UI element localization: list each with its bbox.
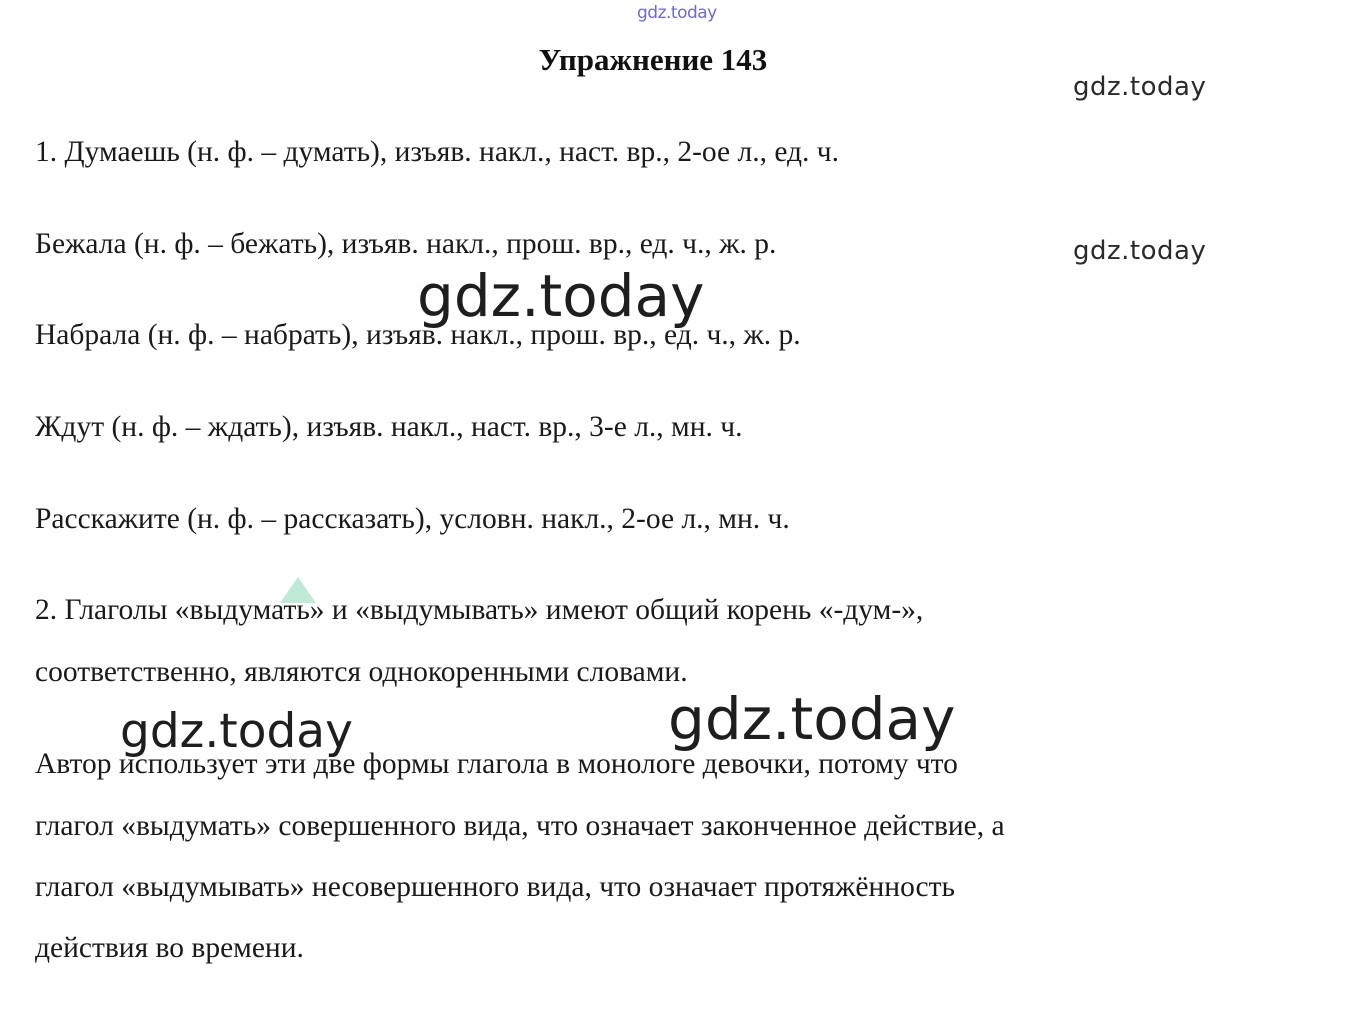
watermark-large: gdz.today — [668, 685, 956, 753]
watermark-medium: gdz.today — [120, 704, 353, 759]
watermark-top: gdz.today — [637, 3, 717, 23]
text-line: Ждут (н. ф. – ждать), изъяв. накл., наст. вр., 3-е л., мн. ч. — [35, 411, 743, 443]
triangle-mark-icon — [280, 577, 316, 603]
watermark-large: gdz.today — [417, 262, 705, 330]
text-line: глагол «выдумывать» несовершенного вида, что означает протяжённость — [35, 871, 955, 903]
text-line: Расскажите (н. ф. – рассказать), условн. накл., 2-ое л., мн. ч. — [35, 503, 790, 535]
text-line: 2. Глаголы «выдумать» и «выдумывать» имеют общий корень «-дум-», — [35, 594, 924, 626]
text-line: Набрала (н. ф. – набрать), изъяв. накл., прош. вр., ед. ч., ж. р. — [35, 319, 801, 351]
text-line: соответственно, являются однокоренными словами. — [35, 656, 688, 688]
watermark-small: gdz.today — [1073, 236, 1207, 266]
text-line: глагол «выдумать» совершенного вида, что означает законченное действие, а — [35, 810, 1005, 842]
text-line: действия во времени. — [35, 932, 304, 964]
text-line: 1. Думаешь (н. ф. – думать), изъяв. накл., наст. вр., 2-ое л., ед. ч. — [35, 136, 839, 168]
watermark-small: gdz.today — [1073, 72, 1207, 102]
exercise-title: Упражнение 143 — [538, 42, 768, 77]
text-line: Бежала (н. ф. – бежать), изъяв. накл., прош. вр., ед. ч., ж. р. — [35, 228, 777, 260]
text-line: Автор использует эти две формы глагола в монологе девочки, потому что — [35, 748, 958, 780]
